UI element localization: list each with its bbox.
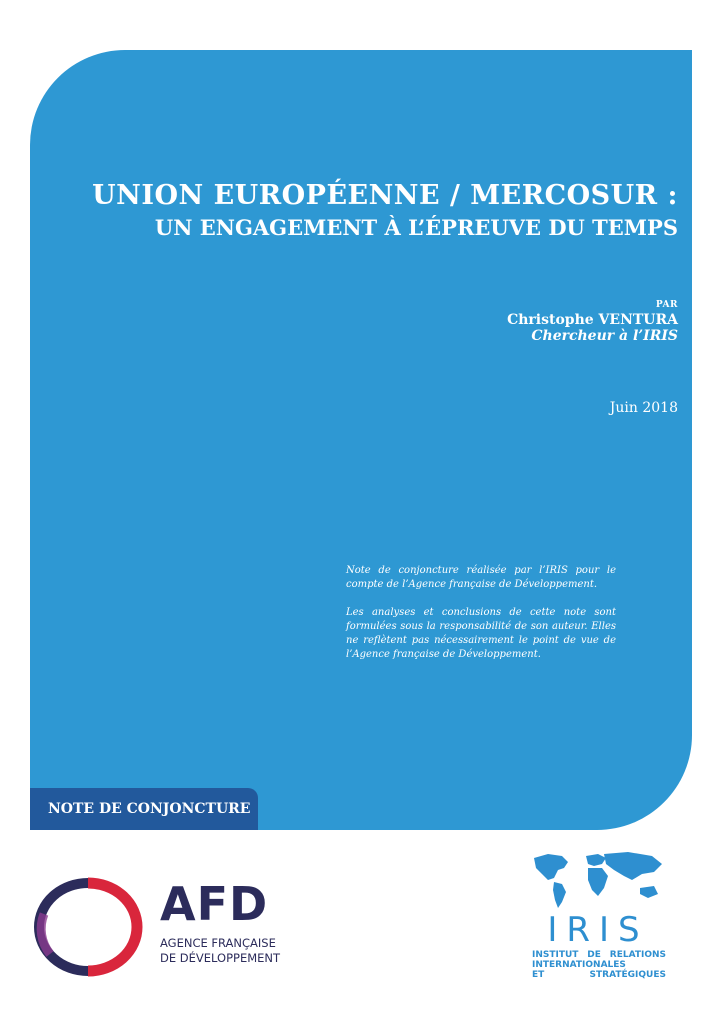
iris-acronym: IRIS [547, 910, 649, 950]
publication-date: Juin 2018 [609, 400, 678, 416]
iris-fullname-line-1: INSTITUT DE RELATIONS [532, 950, 666, 960]
note-paragraph-1: Note de conjoncture réalisée par l’IRIS pour le compte de l’Agence française de Développement. [346, 565, 616, 590]
afd-ring-logo [30, 874, 146, 980]
byline [507, 300, 678, 344]
document-type-tag: NOTE DE CONJONCTURE [30, 788, 258, 830]
iris-fullname-line-2: INTERNATIONALES [532, 960, 626, 970]
note-paragraph-2: Les analyses et conclusions de cette note sont formulées sous la responsabilité de son auteur. Elles ne reflètent pas nécessairement le point de vue de l’Agence française de Développement. [346, 607, 616, 660]
iris-fullname-line-3: ET STRATÉGIQUES [532, 970, 666, 980]
iris-fullname [532, 950, 666, 980]
title-line-1: UNION EUROPÉENNE / MERCOSUR : [92, 180, 678, 211]
disclaimer-note [346, 564, 616, 676]
world-map-icon [528, 848, 668, 910]
cover-panel [30, 50, 692, 830]
author-role: Chercheur à l’IRIS [531, 328, 678, 344]
afd-fullname [160, 936, 280, 966]
document-title [92, 178, 678, 242]
author-name: Christophe VENTURA [507, 312, 678, 328]
afd-acronym: AFD [160, 877, 269, 931]
afd-fullname-line-2: DE DÉVELOPPEMENT [160, 951, 281, 965]
afd-fullname-line-1: AGENCE FRANÇAISE [160, 936, 276, 950]
title-line-2: UN ENGAGEMENT À L’ÉPREUVE DU TEMPS [154, 215, 678, 240]
byline-par: PAR [655, 300, 678, 310]
